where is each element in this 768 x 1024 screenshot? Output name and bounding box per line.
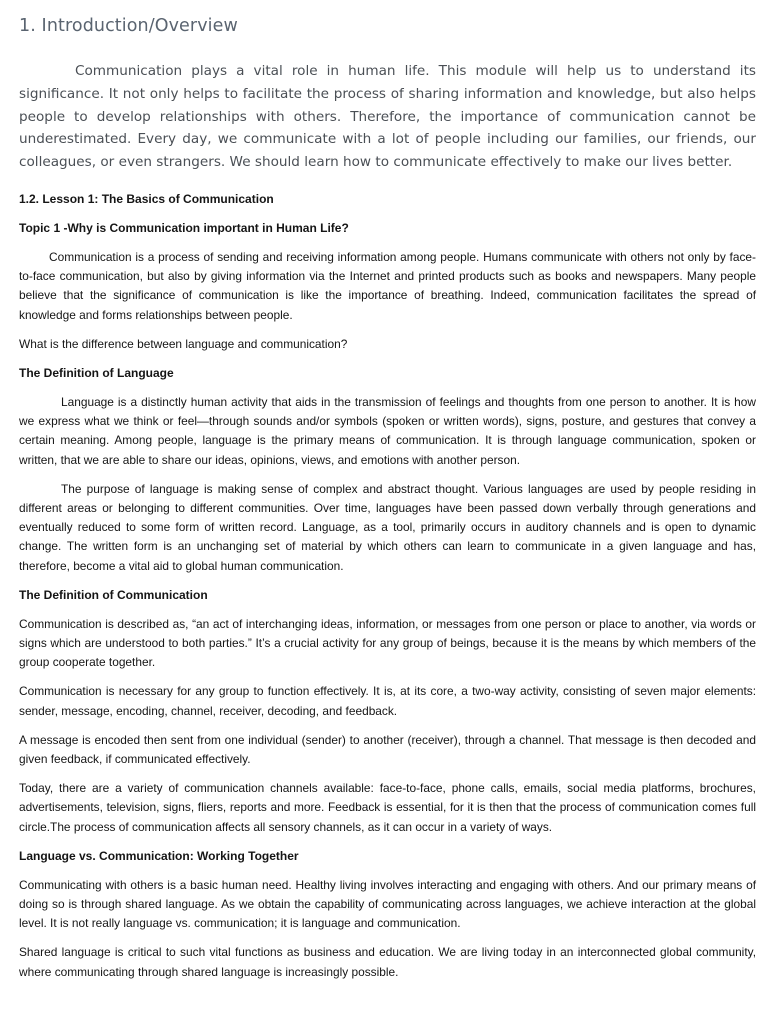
communication-paragraph-2: Communication is necessary for any group to function effectively. It is, at its core, a two-way activity, consisting of seven major elements: sender, message, encoding, channel, receiver, decoding, and feedback. bbox=[19, 684, 756, 718]
language-paragraph-1: Language is a distinctly human activity that aids in the transmission of feelings and thoughts from one person to another. It is how we express what we think or feel—through sounds and/or symbols (spoken or written words), signs, posture, and gestures that convey a certain meaning. Among people, language is the primary means of communication. It is through language communication, spoken or written, that we are able to share our ideas, opinions, views, and emotions with another person. bbox=[19, 395, 756, 467]
working-together-paragraph-2: Shared language is critical to such vital functions as business and education. We are living today in an interconnected global community, where communicating through shared language is increasingly possible. bbox=[19, 945, 756, 979]
working-together-paragraph-1: Communicating with others is a basic human need. Healthy living involves interacting and engaging with others. And our primary means of doing so is through shared language. As we obtain the capability of communicating across languages, we achieve interaction at the global level. It is not really language vs. communication; it is language and communication. bbox=[19, 877, 756, 931]
topic-paragraph: Communication is a process of sending and receiving information among people. Humans communicate with others not only by face-to-face communication, but also by giving information via the Internet and printed products such as books and newspapers. Many people believe that the significance of communication is like the importance of breathing. Indeed, communication facilitates the spread of knowledge and forms relationships between people. bbox=[19, 249, 756, 322]
language-definition-heading: The Definition of Language bbox=[19, 366, 174, 380]
section-title: 1. Introduction/Overview bbox=[19, 16, 238, 36]
language-vs-communication-heading: Language vs. Communication: Working Together bbox=[19, 848, 299, 863]
language-paragraph-2: The purpose of language is making sense of complex and abstract thought. Various languages are used by people residing in different areas or belonging to different communities. Over time, languages have been passed down verbally through generations and eventually reduced to some form of written record. Language, as a tool, primarily occurs in auditory channels and is open to dynamic change. The written form is an unchanging set of material by which others can learn to communicate in a given language and has, therefore, become a vital aid to global human communication. bbox=[19, 481, 756, 573]
intro-paragraph: Communication plays a vital role in human life. This module will help us to understand its significance. It not only helps to facilitate the process of sharing information and knowledge, but also helps people to develop relationships with others. Therefore, the importance of communication cannot be underestimated. Every day, we communicate with a lot of people including our families, our friends, our colleagues, or even strangers. We should learn how to communicate effectively to make our lives better. bbox=[19, 63, 756, 171]
question-text: What is the difference between language and communication? bbox=[19, 336, 348, 351]
lesson-heading: 1.2. Lesson 1: The Basics of Communication bbox=[19, 191, 274, 206]
communication-paragraph-1: Communication is described as, “an act of interchanging ideas, information, or messages from one person or place to another, via words or signs which are understood to both parties.” It’s a crucial activity for any group of beings, because it is the means by which members of the group cooperate together. bbox=[19, 616, 756, 670]
topic-heading: Topic 1 -Why is Communication important in Human Life? bbox=[19, 220, 349, 235]
lesson-body bbox=[19, 190, 756, 982]
communication-paragraph-4: Today, there are a variety of communication channels available: face-to-face, phone calls, emails, social media platforms, brochures, advertisements, television, signs, fliers, reports and more. Feedback is essential, for it is then that the process of communication comes full circle.The process of communication affects all sensory channels, as it can occur in a variety of ways. bbox=[19, 781, 756, 834]
communication-paragraph-3: A message is encoded then sent from one individual (sender) to another (receiver), through a channel. That message is then decoded and given feedback, if communicated effectively. bbox=[19, 732, 756, 767]
communication-definition-heading: The Definition of Communication bbox=[19, 587, 208, 602]
